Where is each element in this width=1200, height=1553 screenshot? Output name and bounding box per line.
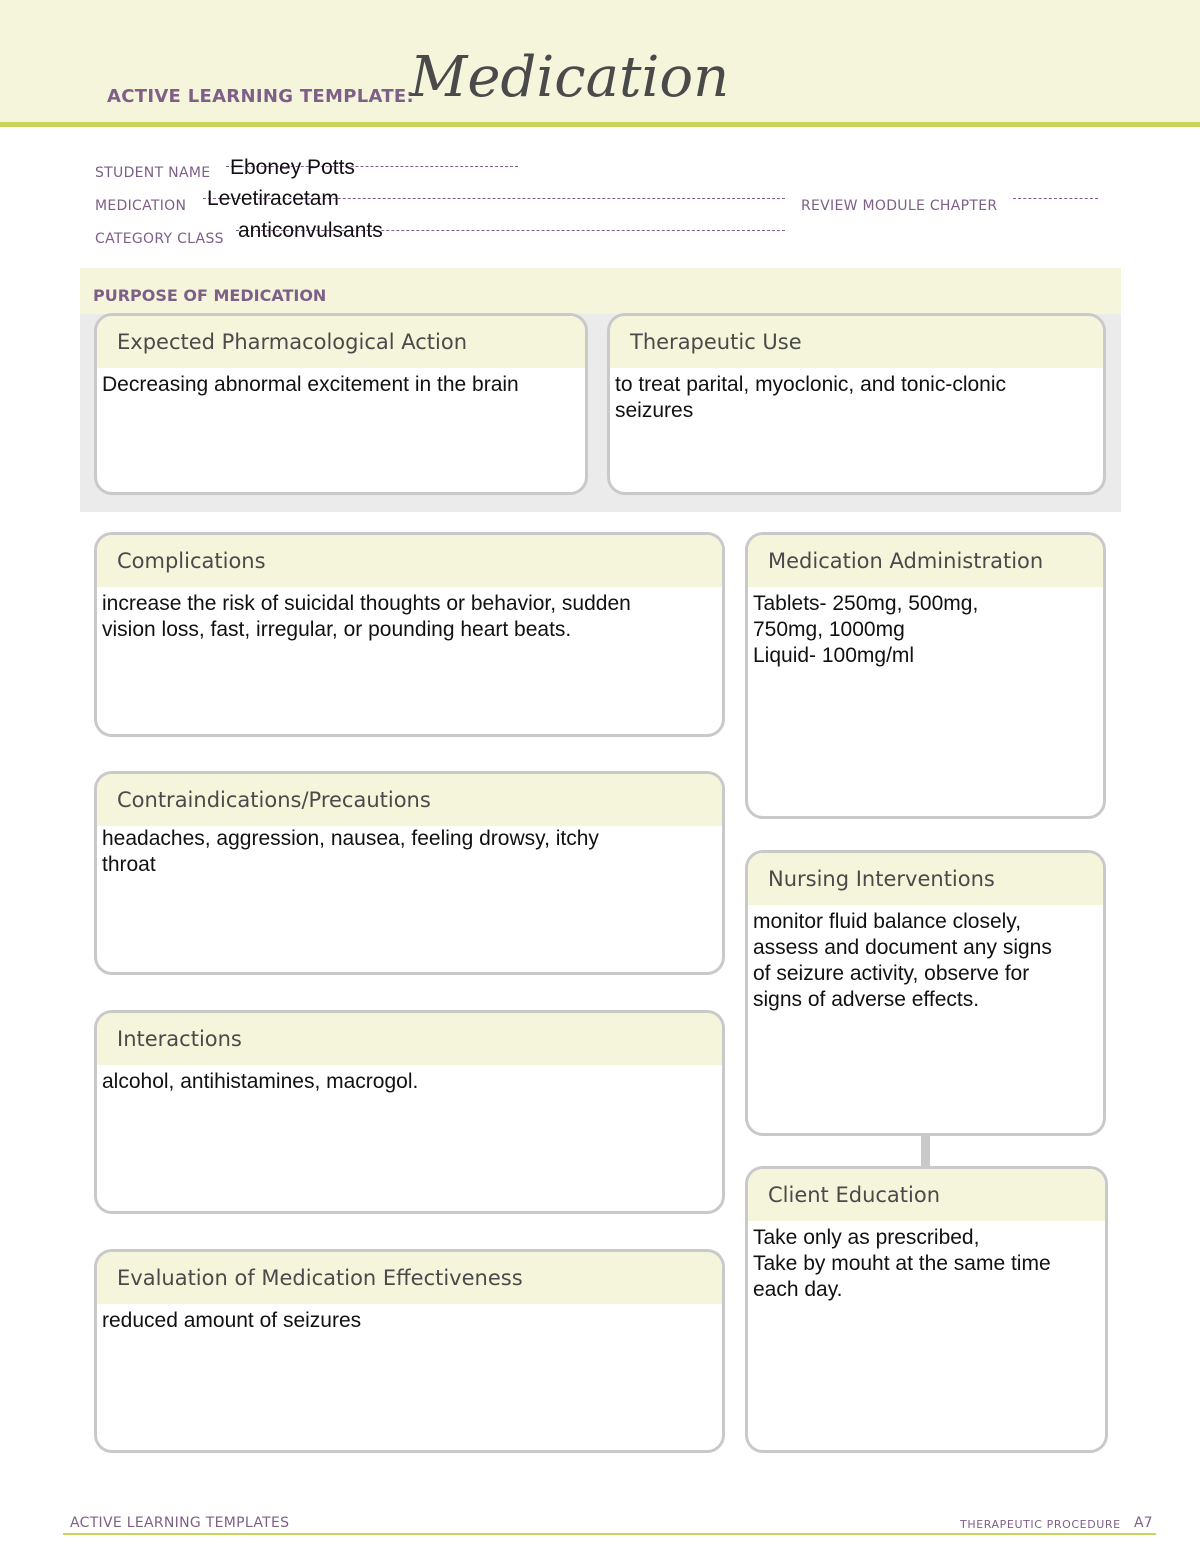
connector-line	[921, 1134, 930, 1168]
contraindications-box	[94, 771, 725, 975]
footer-left: ACTIVE LEARNING TEMPLATES	[70, 1515, 290, 1531]
interactions-box	[94, 1010, 725, 1214]
medication-administration-text[interactable]: Tablets- 250mg, 500mg, 750mg, 1000mg Liquid- 100mg/ml	[753, 592, 979, 667]
category-class-field[interactable]: anticonvulsants	[238, 219, 383, 242]
therapeutic-use-text[interactable]: to treat parital, myoclonic, and tonic-clonic seizures	[615, 373, 1007, 422]
nursing-interventions-box	[745, 850, 1106, 1136]
complications-text[interactable]: increase the risk of suicidal thoughts or behavior, sudden vision loss, fast, irregular, or pounding heart beats.	[102, 592, 631, 641]
contraindications-text[interactable]: headaches, aggression, nausea, feeling drowsy, itchy throat	[102, 827, 599, 876]
complications-box	[94, 532, 725, 737]
student-name-field[interactable]: Eboney Potts	[230, 156, 355, 179]
page-number: A7	[1134, 1515, 1153, 1531]
medication-administration-box	[745, 532, 1106, 819]
medication-field[interactable]: Levetiracetam	[207, 187, 339, 210]
expected-action-box	[94, 313, 588, 495]
nursing-interventions-text[interactable]: monitor fluid balance closely, assess and document any signs of seizure activity, observe for signs of adverse effects.	[753, 910, 1052, 1011]
header-divider	[0, 122, 1200, 127]
nursing-interventions-title: Nursing Interventions	[748, 853, 1103, 905]
contraindications-title: Contraindications/Precautions	[97, 774, 722, 826]
client-education-text[interactable]: Take only as prescribed, Take by mouht at the same time each day.	[753, 1226, 1051, 1301]
evaluation-box	[94, 1249, 725, 1453]
review-module-label: REVIEW MODULE CHAPTER	[801, 198, 998, 214]
expected-action-title: Expected Pharmacological Action	[97, 316, 585, 368]
medication-administration-title: Medication Administration	[748, 535, 1103, 587]
evaluation-title: Evaluation of Medication Effectiveness	[97, 1252, 722, 1304]
footer-divider	[63, 1533, 1156, 1535]
category-class-label: CATEGORY CLASS	[95, 231, 224, 247]
purpose-label: PURPOSE OF MEDICATION	[93, 286, 327, 305]
therapeutic-use-title: Therapeutic Use	[610, 316, 1103, 368]
complications-title: Complications	[97, 535, 722, 587]
page-title: Medication	[410, 45, 730, 110]
client-education-title: Client Education	[748, 1169, 1105, 1221]
interactions-text[interactable]: alcohol, antihistamines, macrogol.	[102, 1070, 419, 1093]
medication-label: MEDICATION	[95, 198, 187, 214]
footer-right: THERAPEUTIC PROCEDURE	[960, 1518, 1121, 1531]
client-education-box	[745, 1166, 1108, 1453]
review-module-line	[1013, 198, 1098, 199]
student-name-label: STUDENT NAME	[95, 165, 211, 181]
expected-action-text[interactable]: Decreasing abnormal excitement in the brain	[102, 373, 519, 396]
evaluation-text[interactable]: reduced amount of seizures	[102, 1309, 362, 1332]
interactions-title: Interactions	[97, 1013, 722, 1065]
therapeutic-use-box	[607, 313, 1106, 495]
template-label: ACTIVE LEARNING TEMPLATE:	[107, 86, 414, 107]
